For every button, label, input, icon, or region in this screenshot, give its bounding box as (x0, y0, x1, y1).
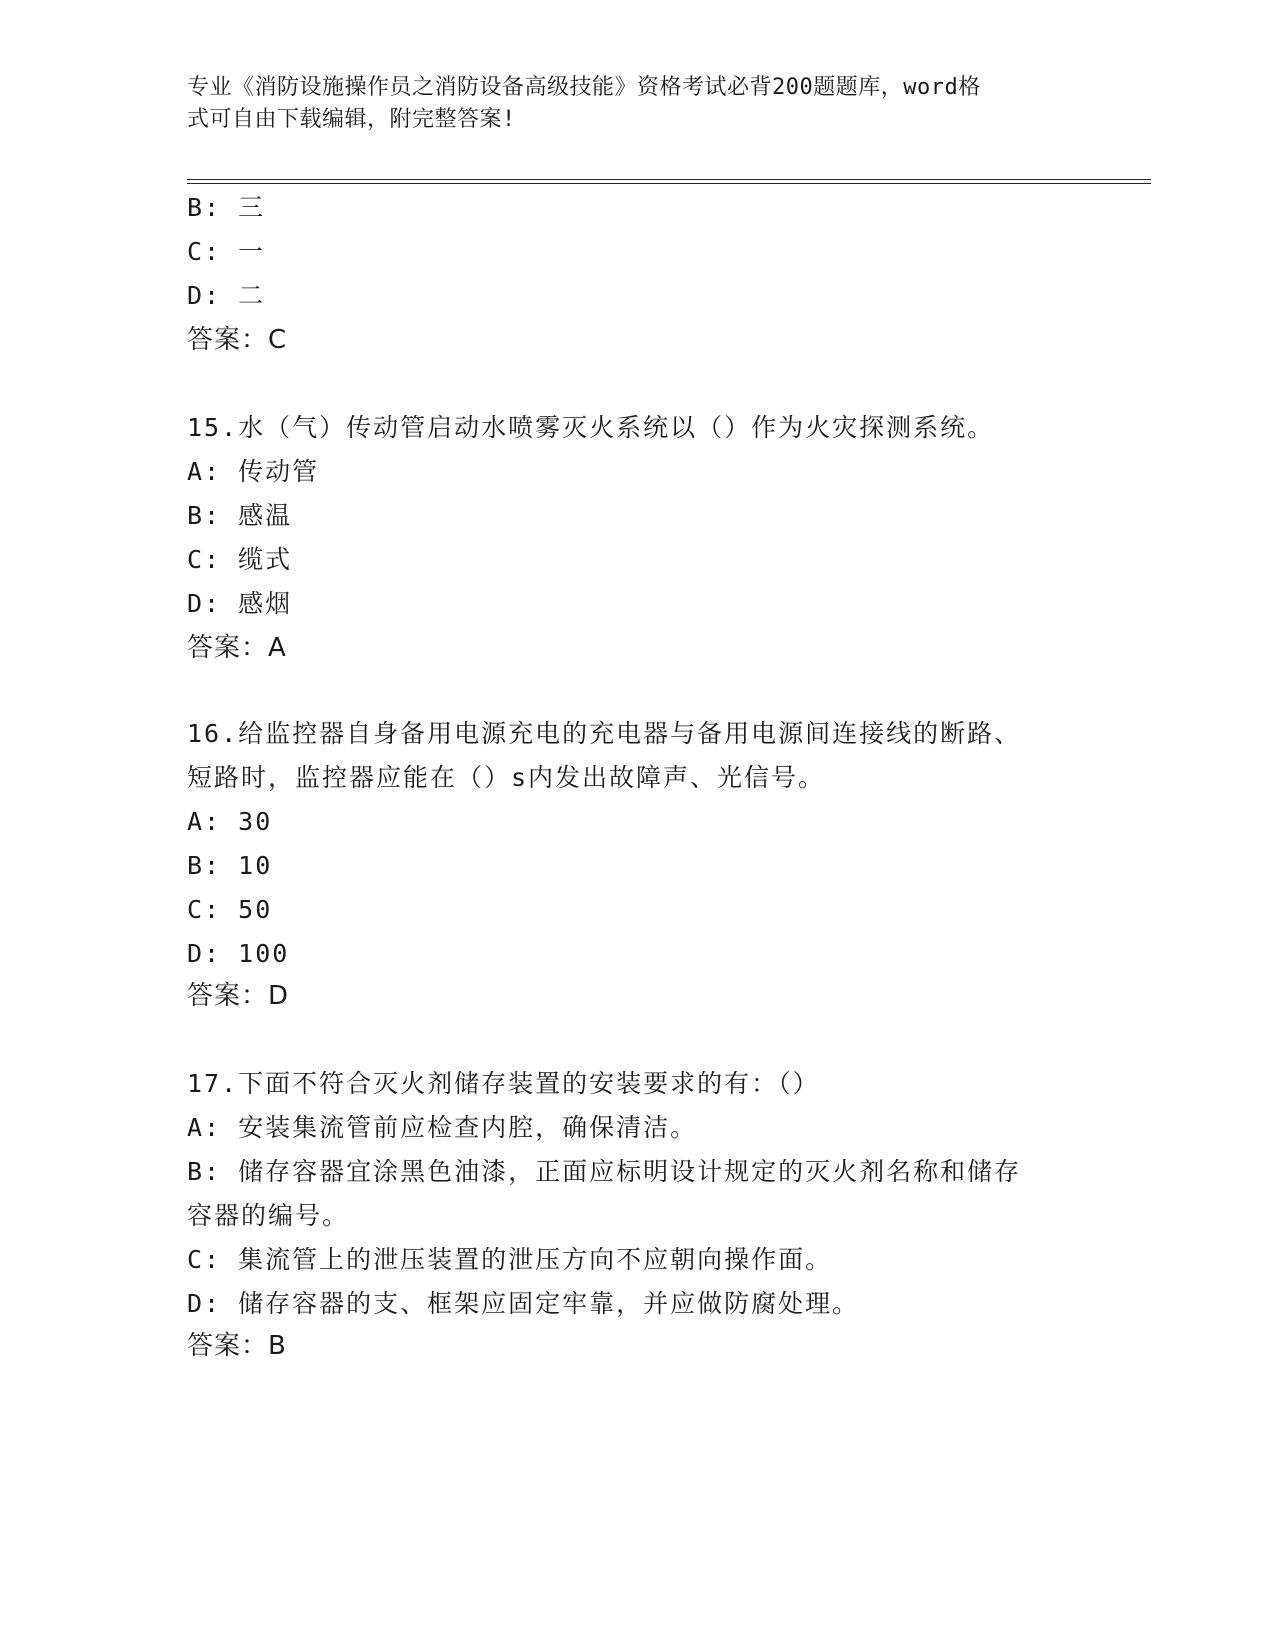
q15-answer: 答案：A (187, 633, 287, 663)
q17-stem: 17.下面不符合灭火剂储存装置的安装要求的有：（） (187, 1069, 820, 1098)
q15-option-a: A: 传动管 (187, 457, 320, 486)
q16-option-b: B: 10 (187, 851, 273, 880)
q16-option-c: C: 50 (187, 895, 273, 924)
q16-stem-line-2: 短路时，监控器应能在（）s内发出故障声、光信号。 (187, 763, 826, 792)
q17-option-a: A: 安装集流管前应检查内腔，确保清洁。 (187, 1113, 698, 1142)
q17-answer: 答案：B (187, 1331, 287, 1361)
q16-option-a: A: 30 (187, 807, 273, 836)
q15-option-b: B: 感温 (187, 501, 293, 530)
header-divider-top (187, 179, 1151, 180)
header-line-1: 专业《消防设施操作员之消防设备高级技能》资格考试必背200题题库，word格 (187, 75, 981, 100)
q17-option-c: C: 集流管上的泄压装置的泄压方向不应朝向操作面。 (187, 1245, 833, 1274)
document-header (187, 72, 1067, 136)
q15-option-c: C: 缆式 (187, 545, 293, 574)
prev-option-d: D: 二 (187, 281, 266, 310)
header-line-2: 式可自由下载编辑，附完整答案! (187, 107, 516, 132)
prev-option-b: B: 三 (187, 193, 266, 222)
q15-stem: 15.水（气）传动管启动水喷雾灭火系统以（）作为火灾探测系统。 (187, 413, 995, 442)
q17-option-b-line-1: B: 储存容器宜涂黑色油漆，正面应标明设计规定的灭火剂名称和储存 (187, 1157, 1022, 1186)
prev-option-c: C: 一 (187, 237, 266, 266)
header-divider-bottom (187, 183, 1151, 184)
q16-answer: 答案：D (187, 981, 290, 1011)
q17-option-d: D: 储存容器的支、框架应固定牢靠，并应做防腐处理。 (187, 1289, 860, 1318)
q16-option-d: D: 100 (187, 939, 290, 968)
q15-option-d: D: 感烟 (187, 589, 293, 618)
q17-option-b-line-2: 容器的编号。 (187, 1201, 350, 1230)
prev-answer: 答案：C (187, 325, 288, 355)
q16-stem-line-1: 16.给监控器自身备用电源充电的充电器与备用电源间连接线的断路、 (187, 719, 1022, 748)
